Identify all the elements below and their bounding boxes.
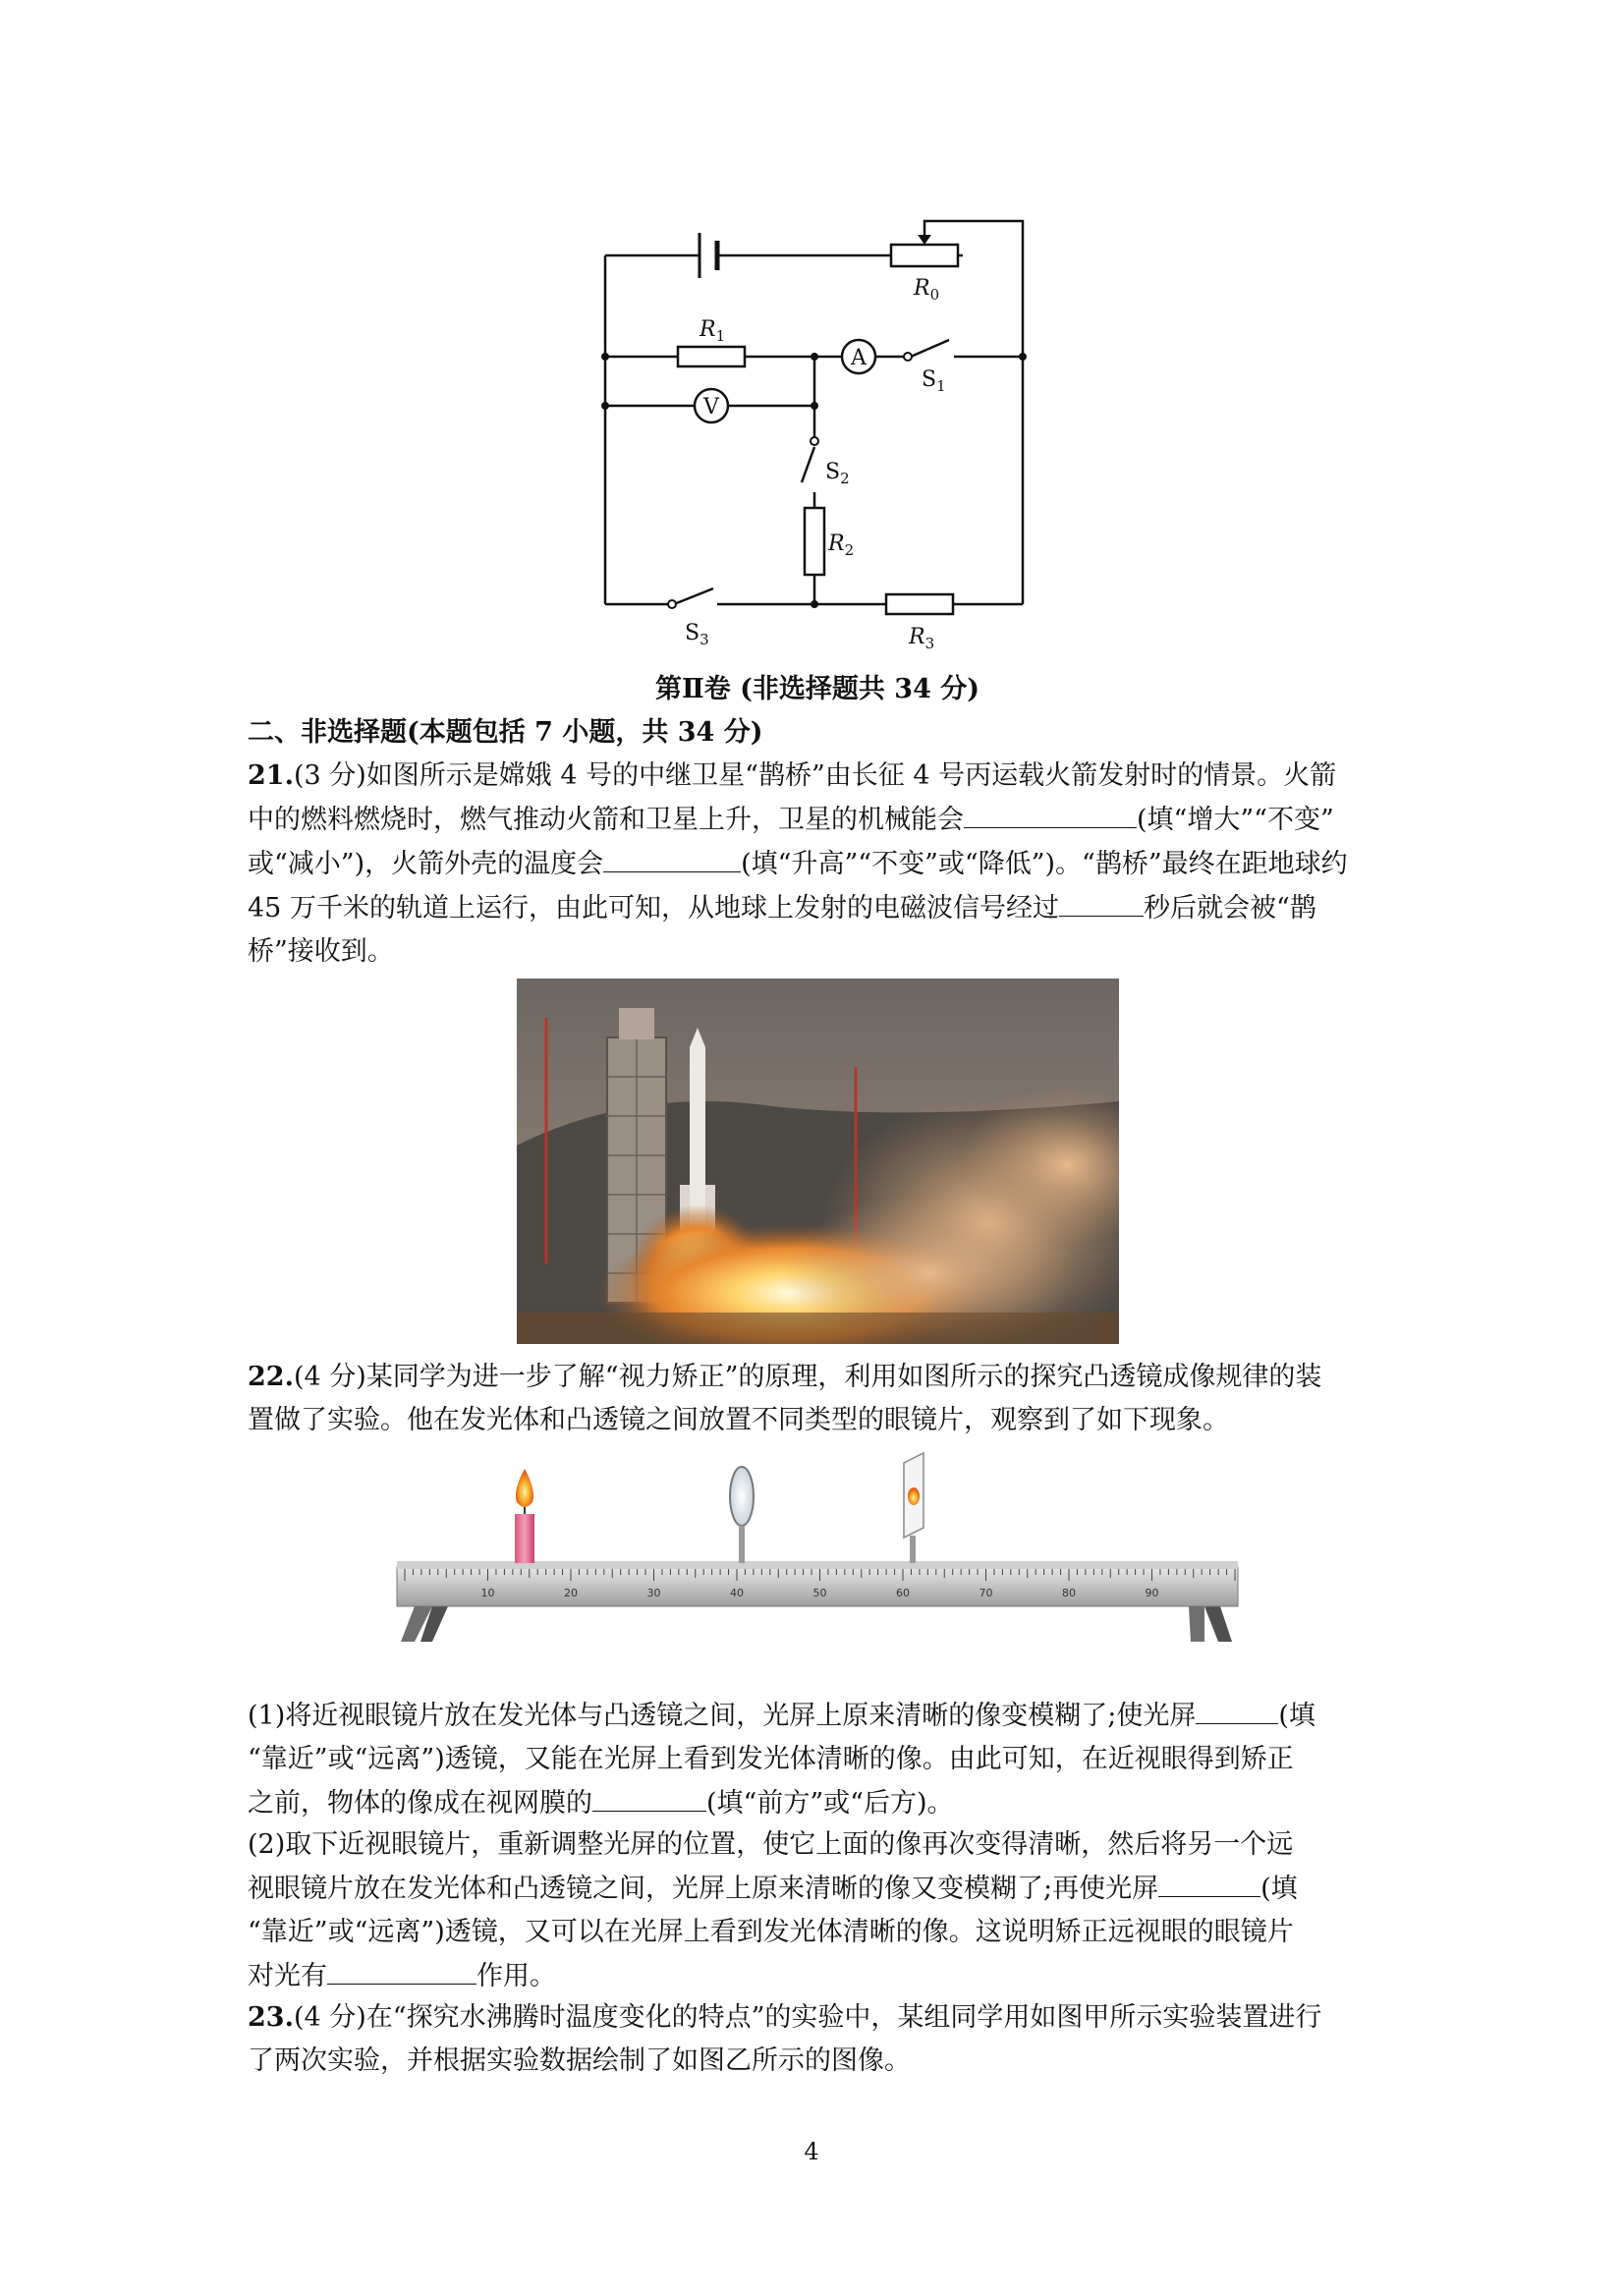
label-s1: $S_1$ <box>922 367 946 395</box>
label-r1: $R_1$ <box>700 317 726 345</box>
q22-part2: (2)取下近视眼镜片，重新调整光屏的位置，使它上面的像再次变得清晰，然后将另一个远 视眼镜片放在发光体和凸透镜之间，光屏上原来清晰的像又变模糊了;再使光屏 (填 “靠近”或“远离”)透镜，又可以在光屏上看到发光体清晰的像。这说明矫正远视眼的眼镜片 对光有 作用。 <box>248 1829 1298 1991</box>
q21-blank-1[interactable] <box>964 798 1137 828</box>
candle-flame <box>516 1469 533 1507</box>
ruler-tick-label: 30 <box>646 1587 661 1599</box>
part-title: 二、非选择题(本题包括 7 小题，共 34 分) <box>248 717 763 748</box>
q22-blank-2[interactable] <box>592 1781 706 1812</box>
label-r2: $R_2$ <box>828 532 855 559</box>
q22-number: 22. <box>248 1362 294 1392</box>
ruler-tick-label: 10 <box>480 1587 495 1599</box>
q21-blank-3[interactable] <box>1059 886 1144 917</box>
ruler-tick-label: 20 <box>564 1587 578 1599</box>
rocket-launch-photo <box>517 979 1119 1344</box>
label-r3: $R_3$ <box>909 625 935 652</box>
q22-blank-1[interactable] <box>1196 1694 1278 1724</box>
page-number: 4 <box>804 2138 819 2165</box>
ammeter-label: A <box>851 346 867 370</box>
circuit-diagram <box>589 211 1041 663</box>
label-s3: $S_3$ <box>685 621 709 648</box>
q21-text: 21.(3 分)如图所示是嫦娥 4 号的中继卫星“鹊桥”由长征 4 号丙运载火箭发射时的情景。火箭 中的燃料燃烧时，燃气推动火箭和卫星上升，卫星的机械能会 (填“增大”“不变” 或“减小”)，火箭外壳的温度会 (填“升高”“不变”或“降低”)。“鹊桥”最终在距地球约 45 万千米的轨道上运行，由此可知，从地球上发射的电磁波信号经过 秒后就会被“鹊 桥”接收到。 <box>248 760 1348 967</box>
ruler-tick-label: 90 <box>1145 1587 1159 1599</box>
ruler-tick-label: 50 <box>812 1587 827 1599</box>
label-s2: $S_2$ <box>825 460 850 487</box>
voltmeter-label: V <box>703 395 719 420</box>
candle <box>515 1514 534 1563</box>
label-r0: $R_0$ <box>914 276 940 304</box>
q23-number: 23. <box>248 2002 294 2033</box>
ruler-tick-label: 70 <box>979 1587 993 1599</box>
q22-part1: (1)将近视眼镜片放在发光体与凸透镜之间，光屏上原来清晰的像变模糊了;使光屏 (填 “靠近”或“远离”)透镜，又能在光屏上看到发光体清晰的像。由此可知，在近视眼得到矫正 之前，物体的像成在视网膜的 (填“前方”或“后方)。 <box>248 1694 1387 1825</box>
optical-bench-figure <box>393 1449 1248 1695</box>
ruler-tick-label: 60 <box>896 1587 910 1599</box>
convex-lens <box>730 1467 754 1526</box>
ruler-tick-label: 40 <box>730 1587 744 1599</box>
q22-intro: 22.(4 分)某同学为进一步了解“视力矫正”的原理，利用如图所示的探究凸透镜成像规律的装 置做了实验。他在发光体和凸透镜之间放置不同类型的眼镜片，观察到了如下现象。 <box>248 1362 1322 1435</box>
q23-text: 23.(4 分)在“探究水沸腾时温度变化的特点”的实验中，某组同学用如图甲所示实验装置进行 了两次实验，并根据实验数据绘制了如图乙所示的图像。 <box>248 2002 1322 2076</box>
q21-blank-2[interactable] <box>603 842 741 872</box>
q22-blank-3[interactable] <box>1158 1867 1260 1897</box>
q22-blank-4[interactable] <box>327 1954 476 1985</box>
q21-number: 21. <box>248 760 294 791</box>
ruler-tick-label: 80 <box>1062 1587 1076 1599</box>
section-title: 第Ⅱ卷 (非选择题共 34 分) <box>654 674 980 704</box>
